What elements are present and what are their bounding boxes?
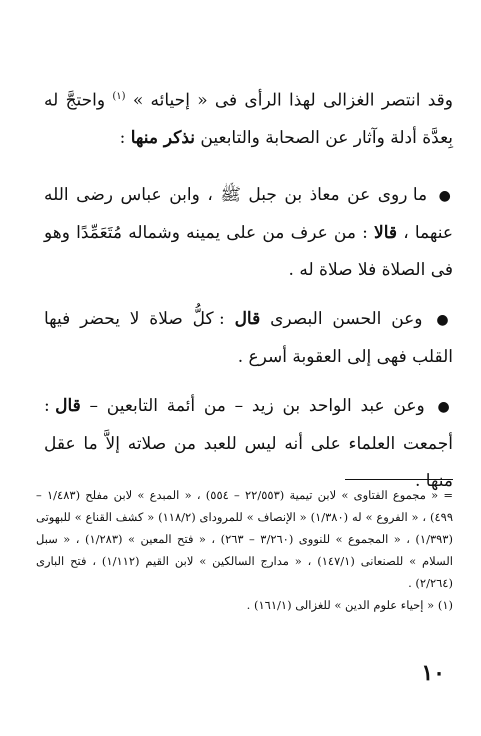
footnote-1: (١) « إحياء علوم الدين » للغزالى (١٦١/١) . bbox=[246, 598, 453, 612]
bullet-icon: ● bbox=[438, 187, 453, 204]
muadh-text-2: : من عرف من على يمينه وشماله مُتَعَمِّدًا وهو فى الصلاة فلا صلاة له . bbox=[44, 222, 453, 280]
intro-text-2: واحتجَّ له بِعدَّة أدلة وآثار عن الصحابة والتابعين bbox=[44, 90, 453, 148]
footnotes bbox=[36, 484, 453, 616]
intro-bold: نذكر منها bbox=[130, 127, 196, 148]
paragraph-abdulwahid bbox=[44, 388, 453, 500]
footnote-reference: (١) bbox=[112, 91, 126, 102]
abdulwahid-bold: قال bbox=[55, 395, 81, 416]
footnote-continuation: = « مجموع الفتاوى » لابن تيمية (٢٢/٥٥٣ – ٥٥٤) ، « المبدع » لابن مفلح (١/٤٨٣ – ٤٩٩) ، « الفروع » له (١/٣٨٠) « الإنصاف » للمرودای (١١٨/٢) « كشف القناع » للبهوتى (١/٣٩٣) ، « المجموع » للنووى (٣/٢٦٠ – ٢٦٣) ، « فتح المعين » (١/٢٨٣) ، « سبل السلام » للصنعانى (١٤٧/١) ، « مدارج السالكين » لابن القيم (١/١١٢) ، فتح البارى (٢/٢٦٤) . bbox=[36, 488, 454, 590]
muadh-text-1: ما روى عن معاذ بن جبل ﷺ ، وابن عباس رضى الله عنهما ، bbox=[44, 184, 453, 243]
footnote-separator bbox=[345, 479, 453, 480]
page-number: ١٠ bbox=[421, 660, 445, 686]
hasan-bold: قال bbox=[234, 308, 261, 329]
abdulwahid-text-2: : أجمعت العلماء على أنه ليس للعبد من صلاته إلاَّ ما عقل منها . bbox=[44, 395, 453, 491]
bullet-icon: ● bbox=[437, 398, 454, 415]
abdulwahid-text-1: وعن عبد الواحد بن زيد – من أئمة التابعين – bbox=[80, 395, 425, 416]
intro-text-3: : bbox=[119, 127, 126, 148]
main-text bbox=[44, 78, 453, 512]
paragraph-intro bbox=[44, 78, 453, 157]
hasan-text-2: : كلُّ صلاة لا يحضر فيها القلب فهى إلى العقوبة أسرع . bbox=[44, 308, 453, 367]
hasan-text-1: وعن الحسن البصرى bbox=[260, 308, 423, 329]
paragraph-hasan bbox=[44, 301, 453, 376]
intro-text-1: وقد انتصر الغزالى لهذا الرأى فى « إحيائه » bbox=[132, 90, 454, 111]
paragraph-muadh bbox=[44, 177, 453, 289]
muadh-bold: قالا bbox=[374, 222, 398, 243]
bullet-icon: ● bbox=[436, 311, 454, 328]
